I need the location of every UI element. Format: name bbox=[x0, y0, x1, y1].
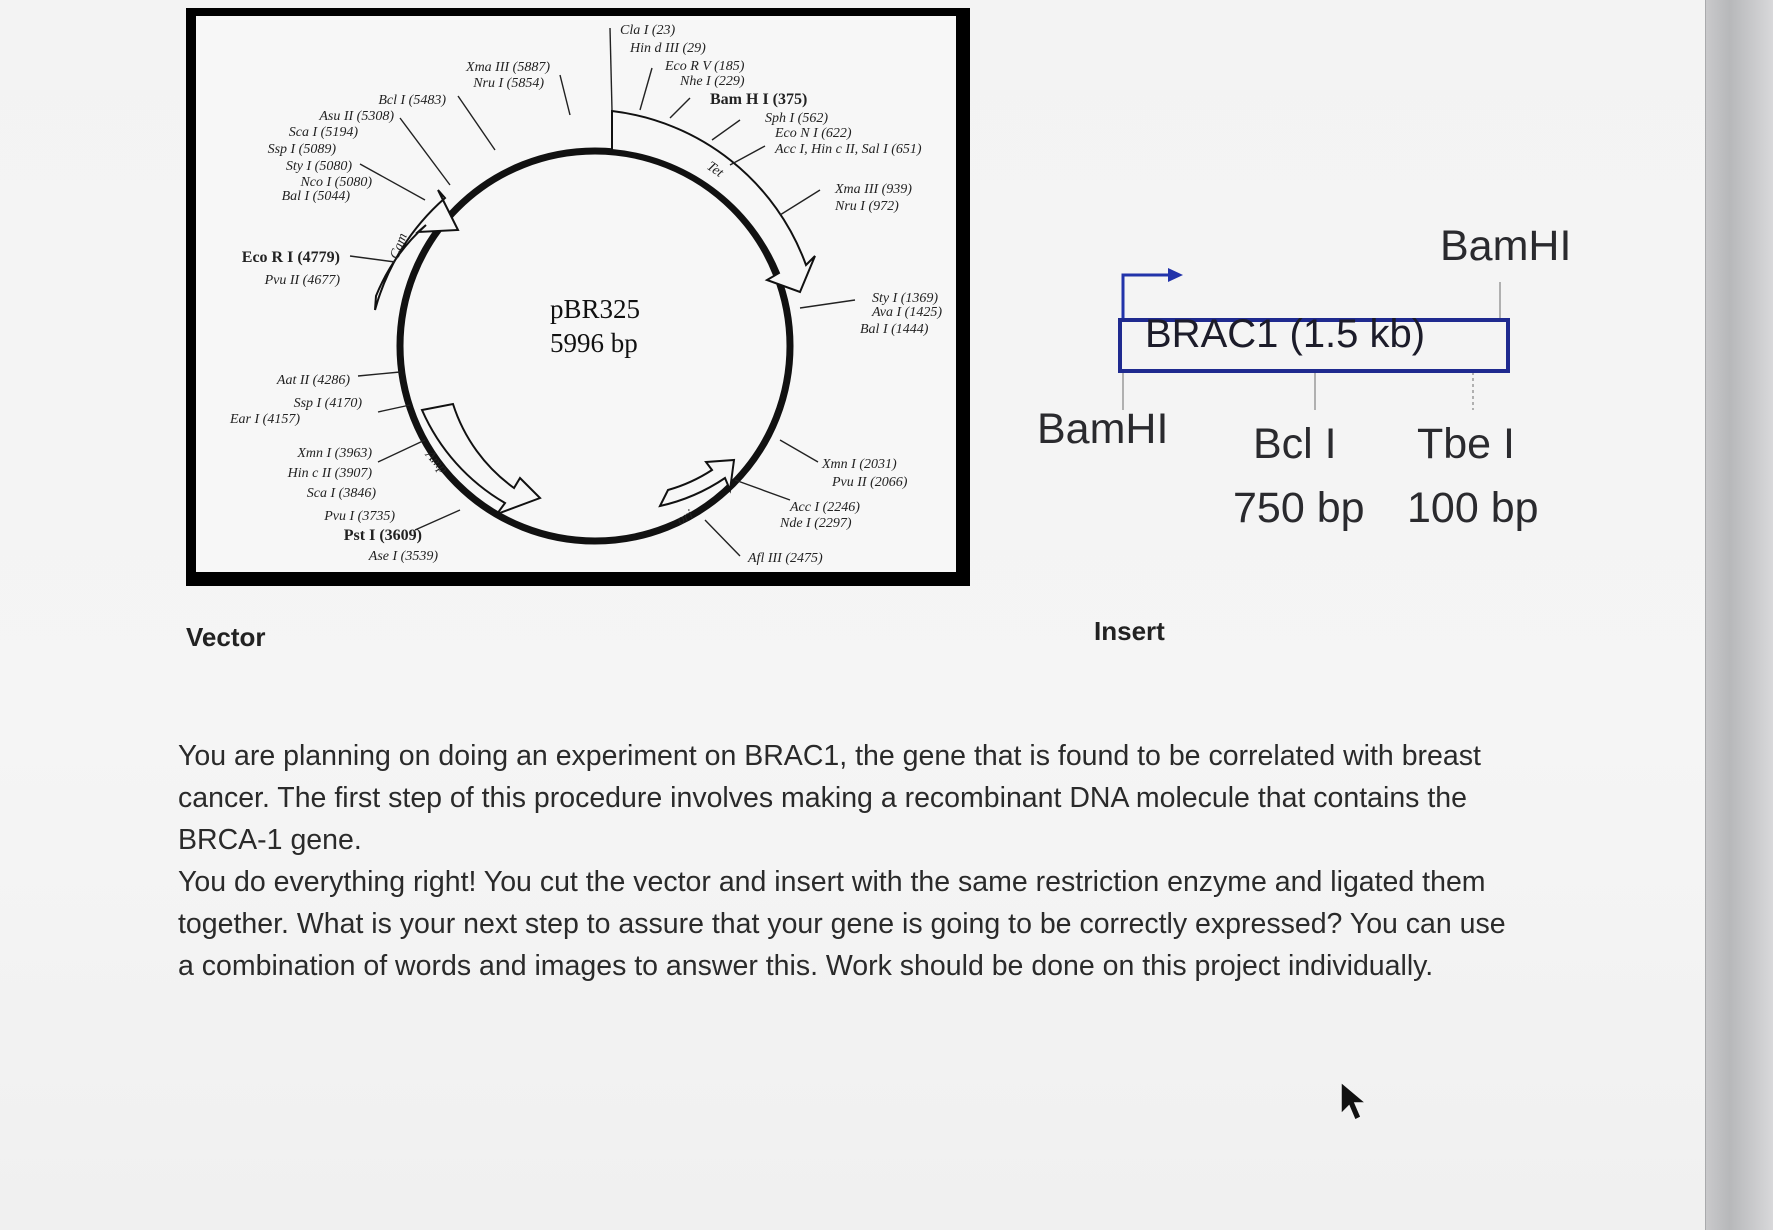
sites-bottom-right bbox=[747, 457, 908, 566]
vector-caption: Vector bbox=[186, 622, 266, 652]
site-label: Afl III (2475) bbox=[748, 551, 823, 566]
site-label: Bal I (1444) bbox=[860, 322, 929, 337]
site-label: Ava I (1425) bbox=[872, 305, 942, 320]
sites-right bbox=[860, 291, 942, 337]
site-label: Ear I (4157) bbox=[230, 412, 300, 427]
site-label: Sty I (1369) bbox=[872, 291, 939, 306]
site-label: Hin c II (3907) bbox=[287, 466, 372, 481]
site-label: Asu II (5308) bbox=[319, 109, 394, 124]
site-label: Cla I (23) bbox=[620, 23, 676, 38]
amp-gene-label: Amp bbox=[422, 447, 451, 477]
sites-top-right bbox=[620, 23, 922, 214]
bamhi-left-label: BamHI bbox=[1037, 405, 1169, 453]
site-label: Nde I (2297) bbox=[780, 516, 852, 531]
site-label: Sca I (5194) bbox=[288, 125, 358, 140]
site-label: Ssp I (5089) bbox=[267, 142, 336, 157]
plasmid-size: 5996 bp bbox=[550, 328, 638, 358]
site-label: Ssp I (4170) bbox=[293, 396, 362, 411]
site-label: Sca I (3846) bbox=[306, 486, 376, 501]
site-label: Pst I (3609) bbox=[343, 527, 422, 544]
plasmid-name: pBR325 bbox=[550, 294, 641, 324]
tbe-site-label: Tbe I bbox=[1417, 420, 1515, 468]
site-label: Aat II (4286) bbox=[276, 373, 350, 388]
site-label: Eco R I (4779) bbox=[241, 249, 340, 266]
site-label: Acc I, Hin c II, Sal I (651) bbox=[775, 142, 922, 157]
ori-label: ori bbox=[674, 507, 697, 529]
sites-left bbox=[242, 249, 341, 288]
ori-arrow bbox=[660, 460, 734, 506]
promoter-arrow-head bbox=[1168, 268, 1183, 282]
site-label: Eco R V (185) bbox=[665, 59, 745, 74]
site-label: Bal I (5044) bbox=[281, 189, 350, 204]
site-label: Xmn I (3963) bbox=[297, 446, 372, 461]
site-label: Pvu I (3735) bbox=[324, 509, 395, 524]
question-paragraph-1: You are planning on doing an experiment on BRAC1, the gene that is found to be correlated with breast cancer. The first step of this procedure involves making a recombinant DNA molecule that contains the BRCA-1 gene. bbox=[178, 740, 1481, 856]
tet-gene-label: Tet bbox=[703, 158, 726, 181]
site-label: Xma III (5887) bbox=[466, 60, 550, 75]
site-label: Nco I (5080) bbox=[300, 175, 372, 190]
site-label: Eco N I (622) bbox=[775, 126, 852, 141]
site-label: Hin d III (29) bbox=[630, 41, 706, 56]
sites-top-left bbox=[268, 60, 551, 204]
site-label: Xmn I (2031) bbox=[822, 457, 897, 472]
site-label: Xma III (939) bbox=[835, 182, 912, 197]
site-label: Ase I (3539) bbox=[368, 549, 438, 564]
site-label: Bam H I (375) bbox=[710, 91, 808, 108]
site-label: Pvu II (2066) bbox=[832, 475, 908, 490]
bcl-distance-label: 750 bp bbox=[1233, 484, 1365, 532]
question-text bbox=[178, 735, 1508, 987]
site-label: Nru I (972) bbox=[835, 199, 899, 214]
site-label: Bcl I (5483) bbox=[378, 93, 446, 108]
insert-caption: Insert bbox=[1094, 616, 1165, 646]
site-label: Pvu II (4677) bbox=[264, 273, 340, 288]
bcl-site-label: Bcl I bbox=[1253, 420, 1337, 468]
site-label: Sty I (5080) bbox=[285, 159, 352, 174]
site-label: Sph I (562) bbox=[765, 111, 828, 126]
tbe-distance-label: 100 bp bbox=[1407, 484, 1539, 532]
cam-gene-arrow bbox=[375, 190, 458, 310]
question-paragraph-2: You do everything right! You cut the vector and insert with the same restriction enzyme and ligated them together. What is your next step to assure that your gene is going to be correctly expressed? You can use a combination of words and images to answer this. Work should be done on this project individually. bbox=[178, 866, 1506, 982]
bamhi-right-label: BamHI bbox=[1440, 222, 1572, 270]
site-label: Nhe I (229) bbox=[680, 74, 745, 89]
brac1-gene-label: BRAC1 (1.5 kb) bbox=[1145, 312, 1426, 356]
cam-gene-label: Cam bbox=[387, 231, 411, 262]
site-label: Acc I (2246) bbox=[790, 500, 860, 515]
mouse-cursor-icon bbox=[1338, 1080, 1368, 1124]
site-label: Nru I (5854) bbox=[473, 76, 544, 91]
